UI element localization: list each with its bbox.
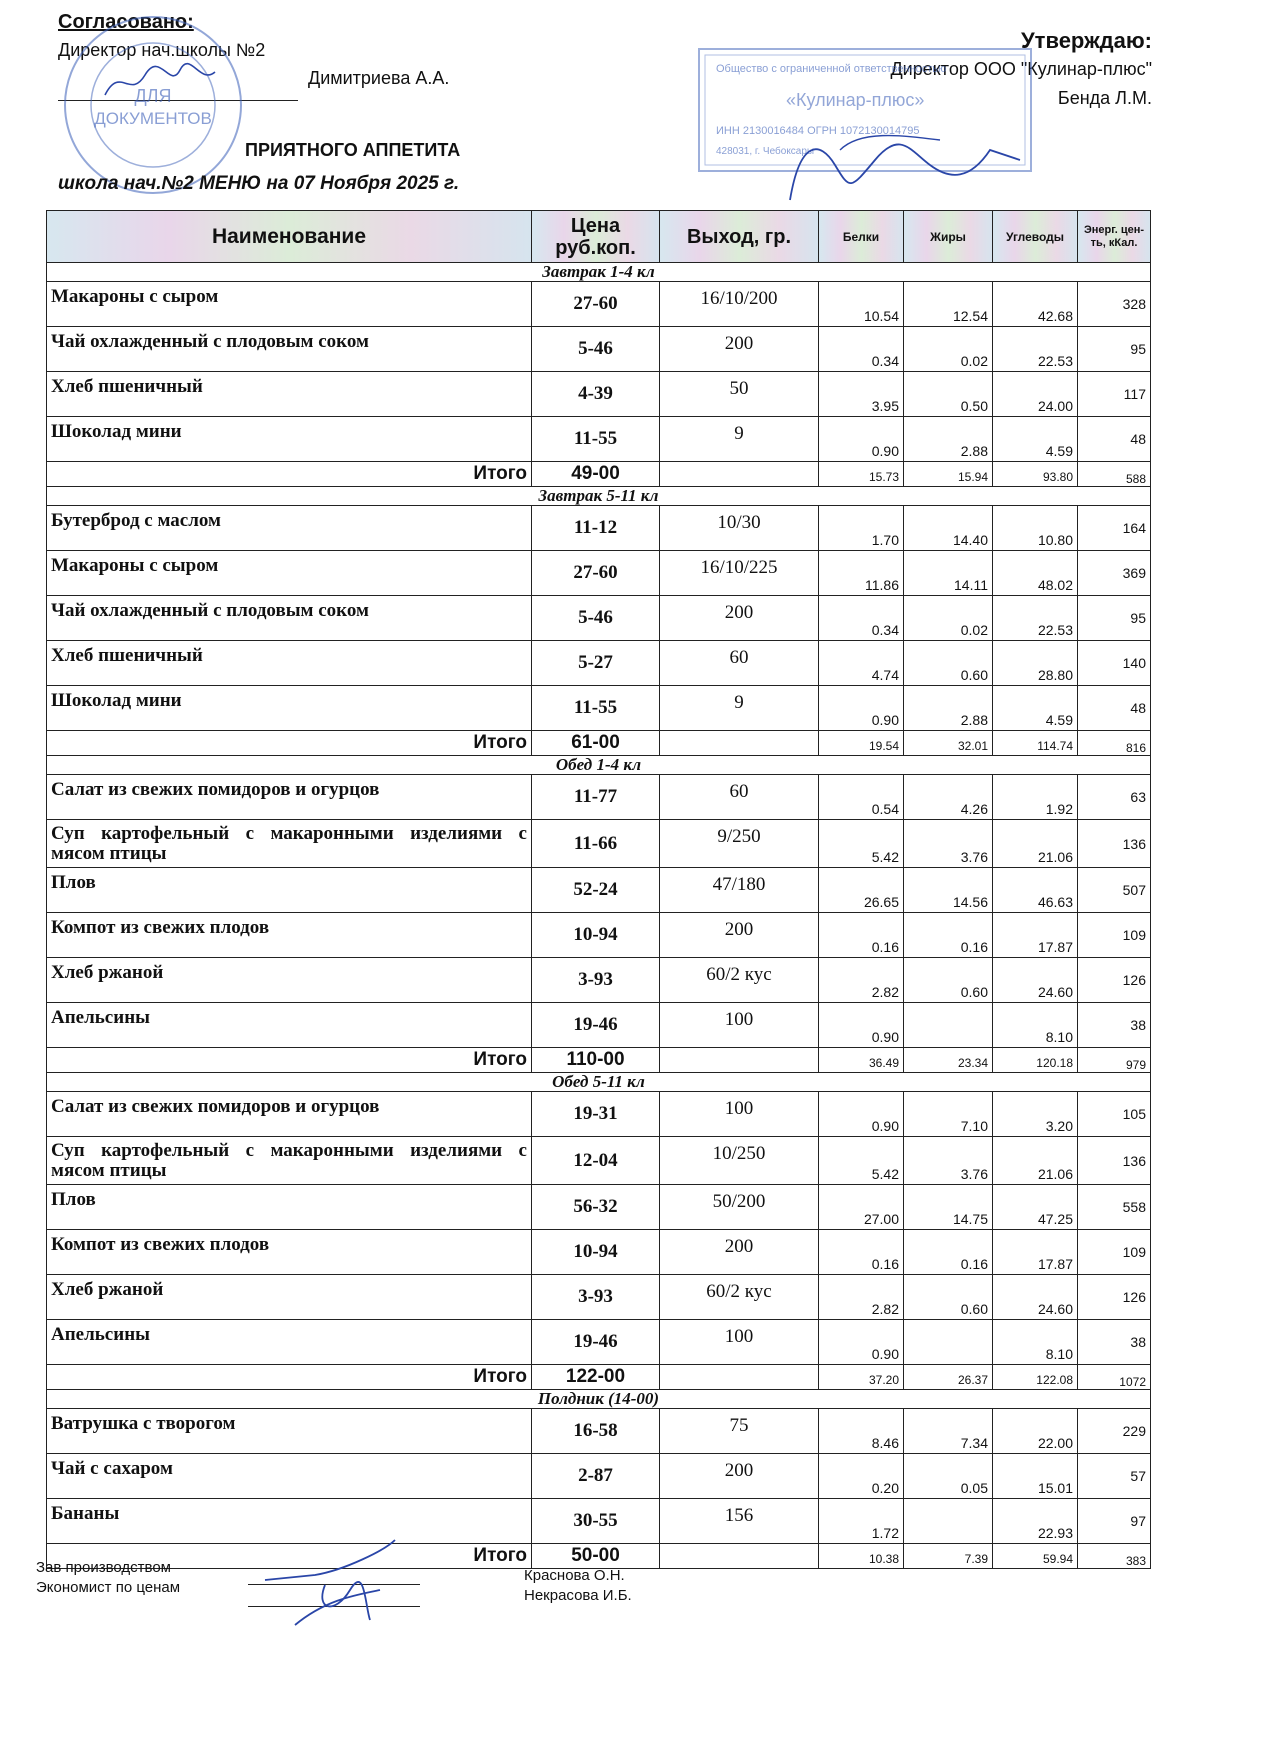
dish-yield: 60/2 кус xyxy=(660,1275,819,1320)
stamp-text-line2: ДОКУМЕНТОВ xyxy=(94,109,212,128)
dish-protein: 0.16 xyxy=(819,913,904,958)
footer-names xyxy=(524,1566,632,1606)
dish-name: Компот из свежих плодов xyxy=(47,913,532,958)
total-protein: 37.20 xyxy=(819,1365,904,1390)
dish-fat: 3.76 xyxy=(904,820,993,868)
total-row xyxy=(47,462,1151,487)
dish-yield: 200 xyxy=(660,596,819,641)
total-price: 122-00 xyxy=(532,1365,660,1390)
dish-energy: 63 xyxy=(1078,775,1151,820)
table-row xyxy=(47,372,1151,417)
total-energy: 383 xyxy=(1078,1544,1151,1569)
section-title: Обед 5-11 кл xyxy=(47,1073,1151,1092)
dish-protein: 26.65 xyxy=(819,868,904,913)
section-title: Полдник (14-00) xyxy=(47,1390,1151,1409)
dish-energy: 38 xyxy=(1078,1003,1151,1048)
dish-carbs: 22.93 xyxy=(993,1499,1078,1544)
dish-yield: 156 xyxy=(660,1499,819,1544)
dish-protein: 10.54 xyxy=(819,282,904,327)
dish-name: Салат из свежих помидоров и огурцов xyxy=(47,775,532,820)
dish-name: Шоколад мини xyxy=(47,686,532,731)
section-title: Обед 1-4 кл xyxy=(47,756,1151,775)
dish-yield: 200 xyxy=(660,327,819,372)
dish-carbs: 24.60 xyxy=(993,1275,1078,1320)
dish-energy: 140 xyxy=(1078,641,1151,686)
dish-price: 19-46 xyxy=(532,1003,660,1048)
dish-fat: 0.05 xyxy=(904,1454,993,1499)
dish-yield: 50 xyxy=(660,372,819,417)
menu-table xyxy=(46,210,1151,1569)
dish-protein: 0.90 xyxy=(819,1320,904,1365)
dish-protein: 0.90 xyxy=(819,686,904,731)
total-carbs: 120.18 xyxy=(993,1048,1078,1073)
dish-protein: 8.46 xyxy=(819,1409,904,1454)
dish-fat xyxy=(904,1003,993,1048)
dish-energy: 558 xyxy=(1078,1185,1151,1230)
dish-energy: 109 xyxy=(1078,1230,1151,1275)
dish-protein: 4.74 xyxy=(819,641,904,686)
dish-fat xyxy=(904,1320,993,1365)
company-stamp-line3: ИНН 2130016484 ОГРН 1072130014795 xyxy=(716,125,920,137)
total-fat: 7.39 xyxy=(904,1544,993,1569)
section-row xyxy=(47,756,1151,775)
company-stamp-line4: 428031, г. Чебоксары xyxy=(716,146,815,157)
total-yield-empty xyxy=(660,1544,819,1569)
dish-price: 27-60 xyxy=(532,282,660,327)
dish-yield: 60 xyxy=(660,775,819,820)
dish-price: 19-31 xyxy=(532,1092,660,1137)
dish-yield: 16/10/225 xyxy=(660,551,819,596)
total-price: 110-00 xyxy=(532,1048,660,1073)
dish-name: Хлеб ржаной xyxy=(47,958,532,1003)
dish-price: 3-93 xyxy=(532,958,660,1003)
dish-energy: 126 xyxy=(1078,1275,1151,1320)
dish-fat: 12.54 xyxy=(904,282,993,327)
dish-carbs: 4.59 xyxy=(993,686,1078,731)
total-label: Итого xyxy=(47,731,532,756)
table-row xyxy=(47,1137,1151,1185)
dish-protein: 11.86 xyxy=(819,551,904,596)
dish-yield: 16/10/200 xyxy=(660,282,819,327)
footer-signature-icon xyxy=(255,1530,405,1630)
dish-carbs: 24.60 xyxy=(993,958,1078,1003)
dish-fat: 4.26 xyxy=(904,775,993,820)
dish-energy: 117 xyxy=(1078,372,1151,417)
dish-carbs: 42.68 xyxy=(993,282,1078,327)
dish-protein: 5.42 xyxy=(819,820,904,868)
approval-title: Согласовано: xyxy=(58,11,194,33)
total-protein: 10.38 xyxy=(819,1544,904,1569)
col-fat-header: Жиры xyxy=(904,211,993,263)
dish-fat: 7.34 xyxy=(904,1409,993,1454)
dish-name: Апельсины xyxy=(47,1003,532,1048)
total-row xyxy=(47,1048,1151,1073)
dish-name: Плов xyxy=(47,1185,532,1230)
company-stamp-line1: Общество с ограниченной ответственностью xyxy=(716,63,947,75)
total-yield-empty xyxy=(660,1365,819,1390)
approval-name: Димитриева А.А. xyxy=(308,68,450,88)
dish-price: 11-66 xyxy=(532,820,660,868)
dish-energy: 48 xyxy=(1078,417,1151,462)
dish-fat: 14.56 xyxy=(904,868,993,913)
dish-price: 52-24 xyxy=(532,868,660,913)
dish-fat: 14.40 xyxy=(904,506,993,551)
dish-name: Шоколад мини xyxy=(47,417,532,462)
dish-protein: 0.34 xyxy=(819,327,904,372)
dish-energy: 97 xyxy=(1078,1499,1151,1544)
section-row xyxy=(47,1073,1151,1092)
dish-energy: 507 xyxy=(1078,868,1151,913)
table-row xyxy=(47,1092,1151,1137)
dish-carbs: 21.06 xyxy=(993,1137,1078,1185)
dish-energy: 328 xyxy=(1078,282,1151,327)
dish-yield: 9 xyxy=(660,686,819,731)
table-row xyxy=(47,506,1151,551)
col-energy-header: Энерг. цен-ть, кКал. xyxy=(1078,211,1151,263)
section-row xyxy=(47,1390,1151,1409)
total-energy: 1072 xyxy=(1078,1365,1151,1390)
dish-carbs: 21.06 xyxy=(993,820,1078,868)
dish-price: 3-93 xyxy=(532,1275,660,1320)
dish-energy: 229 xyxy=(1078,1409,1151,1454)
total-protein: 36.49 xyxy=(819,1048,904,1073)
table-row xyxy=(47,868,1151,913)
header-row xyxy=(47,211,1151,263)
footer-role-production: Зав производством xyxy=(36,1559,171,1576)
dish-yield: 200 xyxy=(660,1230,819,1275)
dish-price: 11-55 xyxy=(532,686,660,731)
section-row xyxy=(47,487,1151,506)
dish-price: 19-46 xyxy=(532,1320,660,1365)
dish-fat: 2.88 xyxy=(904,417,993,462)
dish-yield: 10/30 xyxy=(660,506,819,551)
total-energy: 588 xyxy=(1078,462,1151,487)
total-label: Итого xyxy=(47,462,532,487)
total-fat: 15.94 xyxy=(904,462,993,487)
dish-price: 5-27 xyxy=(532,641,660,686)
total-protein: 15.73 xyxy=(819,462,904,487)
total-row xyxy=(47,731,1151,756)
dish-energy: 105 xyxy=(1078,1092,1151,1137)
approval-position: Директор нач.школы №2 xyxy=(58,40,266,60)
dish-energy: 126 xyxy=(1078,958,1151,1003)
dish-protein: 2.82 xyxy=(819,958,904,1003)
col-yield-header: Выход, гр. xyxy=(660,211,819,263)
dish-name: Салат из свежих помидоров и огурцов xyxy=(47,1092,532,1137)
dish-price: 11-77 xyxy=(532,775,660,820)
col-name-header: Наименование xyxy=(47,211,532,263)
total-yield-empty xyxy=(660,1048,819,1073)
total-carbs: 122.08 xyxy=(993,1365,1078,1390)
dish-protein: 1.72 xyxy=(819,1499,904,1544)
dish-price: 16-58 xyxy=(532,1409,660,1454)
dish-price: 27-60 xyxy=(532,551,660,596)
dish-name: Макароны с сыром xyxy=(47,282,532,327)
total-fat: 32.01 xyxy=(904,731,993,756)
dish-price: 5-46 xyxy=(532,596,660,641)
total-fat: 23.34 xyxy=(904,1048,993,1073)
table-row xyxy=(47,913,1151,958)
dish-yield: 9/250 xyxy=(660,820,819,868)
dish-yield: 50/200 xyxy=(660,1185,819,1230)
dish-yield: 100 xyxy=(660,1320,819,1365)
dish-fat: 0.50 xyxy=(904,372,993,417)
total-row xyxy=(47,1544,1151,1569)
dish-fat: 0.60 xyxy=(904,1275,993,1320)
total-price: 50-00 xyxy=(532,1544,660,1569)
dish-fat: 14.75 xyxy=(904,1185,993,1230)
dish-name: Компот из свежих плодов xyxy=(47,1230,532,1275)
table-row xyxy=(47,551,1151,596)
dish-protein: 0.54 xyxy=(819,775,904,820)
dish-carbs: 10.80 xyxy=(993,506,1078,551)
dish-yield: 9 xyxy=(660,417,819,462)
dish-name: Суп картофельный с макаронными изделиями с мясом птицы xyxy=(47,1137,532,1185)
section-title: Завтрак 1-4 кл xyxy=(47,263,1151,282)
total-energy: 816 xyxy=(1078,731,1151,756)
dish-fat: 0.16 xyxy=(904,1230,993,1275)
company-stamp-line2: «Кулинар-плюс» xyxy=(786,90,925,110)
dish-energy: 48 xyxy=(1078,686,1151,731)
dish-fat: 0.60 xyxy=(904,958,993,1003)
dish-protein: 0.16 xyxy=(819,1230,904,1275)
dish-price: 30-55 xyxy=(532,1499,660,1544)
dish-fat: 0.16 xyxy=(904,913,993,958)
dish-protein: 27.00 xyxy=(819,1185,904,1230)
dish-name: Макароны с сыром xyxy=(47,551,532,596)
dish-fat: 0.02 xyxy=(904,327,993,372)
dish-name: Чай охлажденный с плодовым соком xyxy=(47,596,532,641)
footer-role-economist: Экономист по ценам xyxy=(36,1579,181,1596)
dish-name: Ватрушка с творогом xyxy=(47,1409,532,1454)
dish-price: 5-46 xyxy=(532,327,660,372)
dish-name: Чай с сахаром xyxy=(47,1454,532,1499)
dish-fat: 14.11 xyxy=(904,551,993,596)
total-label: Итого xyxy=(47,1048,532,1073)
dish-name: Хлеб ржаной xyxy=(47,1275,532,1320)
dish-yield: 100 xyxy=(660,1092,819,1137)
dish-energy: 164 xyxy=(1078,506,1151,551)
total-yield-empty xyxy=(660,731,819,756)
table-row xyxy=(47,958,1151,1003)
dish-yield: 60/2 кус xyxy=(660,958,819,1003)
dish-energy: 95 xyxy=(1078,327,1151,372)
dish-fat xyxy=(904,1499,993,1544)
dish-protein: 5.42 xyxy=(819,1137,904,1185)
table-row xyxy=(47,1454,1151,1499)
dish-yield: 47/180 xyxy=(660,868,819,913)
dish-carbs: 17.87 xyxy=(993,913,1078,958)
dish-energy: 136 xyxy=(1078,820,1151,868)
dish-protein: 0.90 xyxy=(819,1003,904,1048)
dish-price: 10-94 xyxy=(532,913,660,958)
dish-price: 10-94 xyxy=(532,1230,660,1275)
dish-carbs: 8.10 xyxy=(993,1003,1078,1048)
dish-price: 11-55 xyxy=(532,417,660,462)
table-row xyxy=(47,1409,1151,1454)
dish-carbs: 17.87 xyxy=(993,1230,1078,1275)
dish-price: 11-12 xyxy=(532,506,660,551)
dish-yield: 10/250 xyxy=(660,1137,819,1185)
dish-name: Бананы xyxy=(47,1499,532,1544)
dish-fat: 2.88 xyxy=(904,686,993,731)
dish-name: Апельсины xyxy=(47,1320,532,1365)
menu-date-line: школа нач.№2 МЕНЮ на 07 Ноября 2025 г. xyxy=(58,173,460,194)
dish-carbs: 28.80 xyxy=(993,641,1078,686)
dish-protein: 0.90 xyxy=(819,417,904,462)
dish-carbs: 22.53 xyxy=(993,596,1078,641)
stamp-text-line1: ДЛЯ xyxy=(134,86,172,106)
approve-name: Бенда Л.М. xyxy=(1057,88,1152,108)
table-row xyxy=(47,820,1151,868)
dish-price: 12-04 xyxy=(532,1137,660,1185)
dish-price: 4-39 xyxy=(532,372,660,417)
approve-position: Директор ООО "Кулинар-плюс" xyxy=(890,59,1152,79)
table-row xyxy=(47,641,1151,686)
total-carbs: 114.74 xyxy=(993,731,1078,756)
dish-energy: 95 xyxy=(1078,596,1151,641)
table-row xyxy=(47,1499,1151,1544)
section-title: Завтрак 5-11 кл xyxy=(47,487,1151,506)
dish-protein: 1.70 xyxy=(819,506,904,551)
round-stamp-icon xyxy=(58,10,248,200)
table-row xyxy=(47,1275,1151,1320)
dish-protein: 0.20 xyxy=(819,1454,904,1499)
table-row xyxy=(47,1230,1151,1275)
col-protein-header: Белки xyxy=(819,211,904,263)
dish-carbs: 47.25 xyxy=(993,1185,1078,1230)
dish-name: Суп картофельный с макаронными изделиями с мясом птицы xyxy=(47,820,532,868)
table-row xyxy=(47,1185,1151,1230)
dish-price: 2-87 xyxy=(532,1454,660,1499)
dish-fat: 7.10 xyxy=(904,1092,993,1137)
table-row xyxy=(47,327,1151,372)
total-label: Итого xyxy=(47,1365,532,1390)
dish-carbs: 22.53 xyxy=(993,327,1078,372)
total-protein: 19.54 xyxy=(819,731,904,756)
dish-price: 56-32 xyxy=(532,1185,660,1230)
table-row xyxy=(47,686,1151,731)
dish-name: Хлеб пшеничный xyxy=(47,372,532,417)
dish-fat: 3.76 xyxy=(904,1137,993,1185)
dish-energy: 109 xyxy=(1078,913,1151,958)
approval-signature-icon xyxy=(100,60,220,105)
table-row xyxy=(47,1320,1151,1365)
footer-roles xyxy=(36,1558,180,1598)
dish-energy: 136 xyxy=(1078,1137,1151,1185)
total-yield-empty xyxy=(660,462,819,487)
dish-fat: 0.02 xyxy=(904,596,993,641)
wish-text: ПРИЯТНОГО АППЕТИТА xyxy=(245,140,461,160)
dish-energy: 38 xyxy=(1078,1320,1151,1365)
col-carbs-header: Углеводы xyxy=(993,211,1078,263)
dish-protein: 2.82 xyxy=(819,1275,904,1320)
table-row xyxy=(47,417,1151,462)
total-fat: 26.37 xyxy=(904,1365,993,1390)
dish-protein: 0.90 xyxy=(819,1092,904,1137)
total-carbs: 93.80 xyxy=(993,462,1078,487)
total-energy: 979 xyxy=(1078,1048,1151,1073)
dish-carbs: 48.02 xyxy=(993,551,1078,596)
dish-energy: 57 xyxy=(1078,1454,1151,1499)
dish-yield: 75 xyxy=(660,1409,819,1454)
dish-yield: 200 xyxy=(660,913,819,958)
dish-yield: 100 xyxy=(660,1003,819,1048)
dish-name: Бутерброд с маслом xyxy=(47,506,532,551)
table-row xyxy=(47,596,1151,641)
dish-energy: 369 xyxy=(1078,551,1151,596)
dish-yield: 200 xyxy=(660,1454,819,1499)
approve-signature-icon xyxy=(780,120,1030,210)
footer-name-production: Краснова О.Н. xyxy=(524,1567,625,1584)
dish-fat: 0.60 xyxy=(904,641,993,686)
table-row xyxy=(47,1003,1151,1048)
dish-carbs: 22.00 xyxy=(993,1409,1078,1454)
dish-name: Плов xyxy=(47,868,532,913)
dish-yield: 60 xyxy=(660,641,819,686)
table-row xyxy=(47,775,1151,820)
dish-name: Чай охлажденный с плодовым соком xyxy=(47,327,532,372)
total-carbs: 59.94 xyxy=(993,1544,1078,1569)
total-price: 49-00 xyxy=(532,462,660,487)
dish-protein: 0.34 xyxy=(819,596,904,641)
dish-name: Хлеб пшеничный xyxy=(47,641,532,686)
dish-carbs: 46.63 xyxy=(993,868,1078,913)
footer-name-economist: Некрасова И.Б. xyxy=(524,1587,632,1604)
dish-carbs: 8.10 xyxy=(993,1320,1078,1365)
dish-carbs: 1.92 xyxy=(993,775,1078,820)
approve-title: Утверждаю: xyxy=(1021,28,1152,53)
dish-carbs: 24.00 xyxy=(993,372,1078,417)
table-row xyxy=(47,282,1151,327)
dish-carbs: 15.01 xyxy=(993,1454,1078,1499)
dish-protein: 3.95 xyxy=(819,372,904,417)
section-row xyxy=(47,263,1151,282)
total-row xyxy=(47,1365,1151,1390)
total-label: Итого xyxy=(47,1544,532,1569)
total-price: 61-00 xyxy=(532,731,660,756)
col-price-header: Цена руб.коп. xyxy=(532,211,660,263)
menu-body xyxy=(47,263,1151,1569)
dish-carbs: 4.59 xyxy=(993,417,1078,462)
dish-carbs: 3.20 xyxy=(993,1092,1078,1137)
